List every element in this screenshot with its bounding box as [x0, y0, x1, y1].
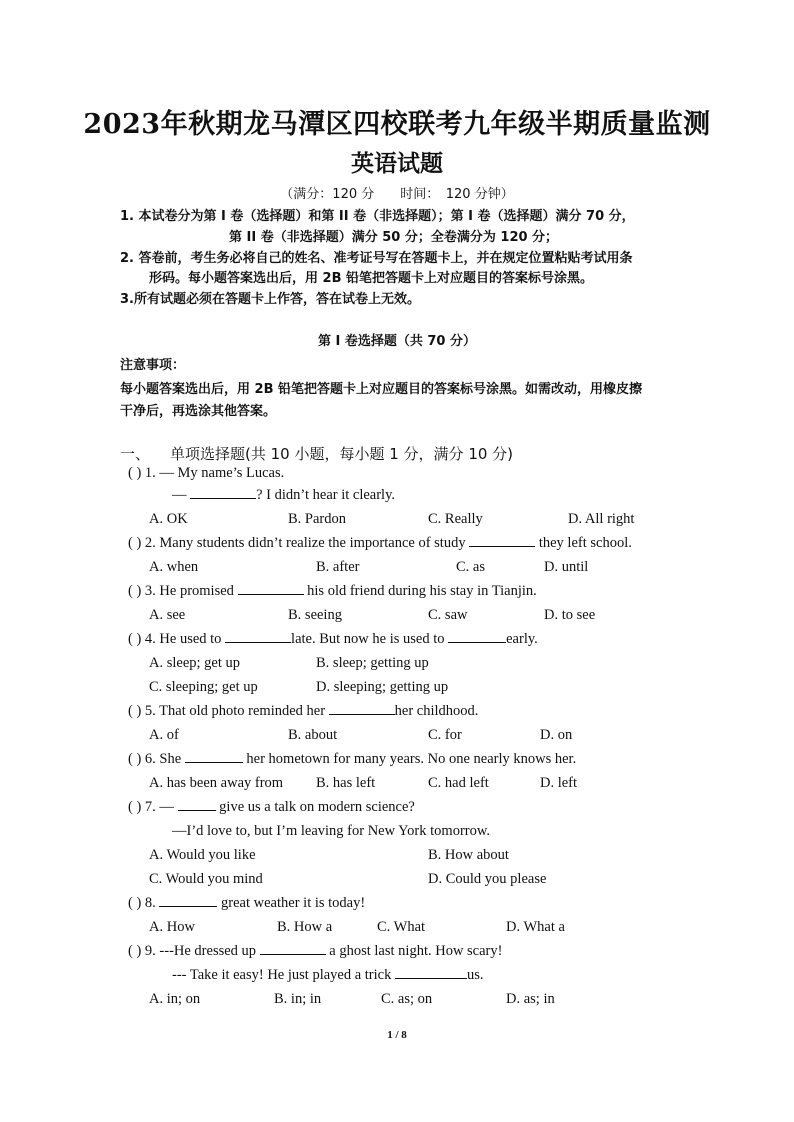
question-4	[128, 631, 538, 648]
answer-blank	[260, 943, 326, 955]
option: C. sleeping; get up	[149, 679, 258, 695]
option: B. How about	[428, 847, 509, 863]
exam-title: 2023年秋期龙马潭区四校联考九年级半期质量监测	[83, 109, 711, 140]
question-text: they left school.	[535, 535, 632, 551]
answer-blank	[159, 895, 217, 907]
question-text: —	[172, 487, 191, 503]
question-text: late. But now he is used to	[291, 631, 449, 647]
instruction-line: 1. 本试卷分为第 I 卷（选择题）和第 II 卷（非选择题）；第 I 卷（选择题）满分 70 分，	[120, 209, 635, 224]
question-text: great weather it is today!	[217, 895, 366, 911]
question-text: her childhood.	[394, 703, 479, 719]
answer-blank	[185, 751, 243, 763]
instruction-line: 第 II 卷（非选择题）满分 50 分；全卷满分为 120 分；	[229, 230, 559, 245]
question-text: ( ) 5. That old photo reminded her	[128, 703, 329, 719]
exam-subtitle: 英语试题	[351, 150, 443, 177]
option: B. after	[316, 559, 360, 575]
option: B. How a	[277, 919, 333, 935]
question-text: give us a talk on modern science?	[215, 799, 415, 815]
option: D. left	[540, 775, 578, 791]
question-text: ( ) 7. —	[128, 799, 178, 815]
notice-title: 注意事项：	[120, 358, 186, 373]
option: D. on	[540, 727, 573, 743]
option: B. in; in	[274, 991, 322, 1007]
answer-blank	[395, 967, 467, 979]
option: B. about	[288, 727, 338, 743]
option: D. What a	[506, 919, 565, 935]
instruction-line: 3.所有试题必须在答题卡上作答，答在试卷上无效。	[120, 292, 420, 307]
question-text: ( ) 3. He promised	[128, 583, 238, 599]
question-text: ( ) 6. She	[128, 751, 185, 767]
answer-blank	[238, 583, 304, 595]
question-text: ( ) 2. Many students didn’t realize the importance of study	[128, 535, 470, 551]
question-3	[128, 583, 537, 600]
option: D. All right	[568, 511, 635, 527]
question-5	[128, 703, 478, 720]
option: C. Would you mind	[149, 871, 263, 887]
option: C. Really	[428, 511, 483, 527]
instruction-line: 2. 答卷前，考生务必将自己的姓名、准考证号写在答题卡上，并在规定位置粘贴考试用条	[120, 251, 633, 266]
answer-blank	[469, 535, 535, 547]
option: A. Would you like	[149, 847, 256, 863]
option: C. for	[428, 727, 462, 743]
question-text: ( ) 8.	[128, 895, 160, 911]
option: C. What	[377, 919, 426, 935]
option: B. Pardon	[288, 511, 346, 527]
option: C. as; on	[381, 991, 433, 1007]
question-8	[128, 895, 365, 912]
option: A. has been away from	[149, 775, 284, 791]
exam-meta: （满分：120 分 时间： 120 分钟）	[280, 187, 514, 202]
question-text: ( ) 4. He used to	[128, 631, 226, 647]
notice-line: 每小题答案选出后，用 2B 铅笔把答题卡上对应题目的答案标号涂黑。如需改动，用橡皮擦	[120, 382, 643, 397]
section-title: 单项选择题(共 10 小题，每小题 1 分，满分 10 分)	[170, 445, 514, 463]
option: B. has left	[316, 775, 376, 791]
question-7-reply: —I’d love to, but I’m leaving for New York tomorrow.	[172, 823, 491, 839]
answer-blank	[178, 799, 216, 811]
option: A. see	[149, 607, 186, 623]
option: D. to see	[544, 607, 596, 623]
question-text: us.	[466, 967, 484, 983]
answer-blank	[225, 631, 291, 643]
question-text: ( ) 9. ---He dressed up	[128, 943, 260, 959]
section-number: 一、	[120, 445, 151, 463]
question-9-reply	[172, 967, 484, 984]
notice-line: 干净后，再选涂其他答案。	[120, 404, 277, 419]
question-7	[128, 799, 415, 816]
option: C. saw	[428, 607, 468, 623]
question-text: her hometown for many years. No one nearly knows her.	[242, 751, 577, 767]
question-2	[128, 535, 632, 552]
option: D. until	[544, 559, 589, 575]
question-text: ? I didn’t hear it clearly.	[256, 487, 396, 503]
question-text: early.	[506, 631, 538, 647]
page-number: 1 / 8	[387, 1029, 407, 1041]
question-text: his old friend during his stay in Tianjin.	[303, 583, 537, 599]
part-title: 第 I 卷选择题（共 70 分）	[317, 334, 477, 349]
option: A. in; on	[149, 991, 201, 1007]
option: A. OK	[149, 511, 188, 527]
option: D. Could you please	[428, 871, 547, 887]
option: A. of	[149, 727, 179, 743]
question-1-reply	[172, 487, 395, 504]
instruction-line: 形码。每小题答案选出后，用 2B 铅笔把答题卡上对应题目的答案标号涂黑。	[149, 271, 594, 286]
answer-blank	[190, 487, 256, 499]
option: A. sleep; get up	[149, 655, 241, 671]
question-text: a ghost last night. How scary!	[325, 943, 503, 959]
question-1: ( ) 1. — My name’s Lucas.	[128, 465, 285, 481]
option: A. How	[149, 919, 195, 935]
question-9	[128, 943, 502, 960]
option: D. sleeping; getting up	[316, 679, 449, 695]
option: A. when	[149, 559, 199, 575]
option: C. had left	[428, 775, 489, 791]
answer-blank	[448, 631, 506, 643]
answer-blank	[329, 703, 395, 715]
option: B. seeing	[288, 607, 342, 623]
option: B. sleep; getting up	[316, 655, 429, 671]
question-6	[128, 751, 576, 768]
question-text: --- Take it easy! He just played a trick	[172, 967, 395, 983]
option: D. as; in	[506, 991, 555, 1007]
option: C. as	[456, 559, 485, 575]
